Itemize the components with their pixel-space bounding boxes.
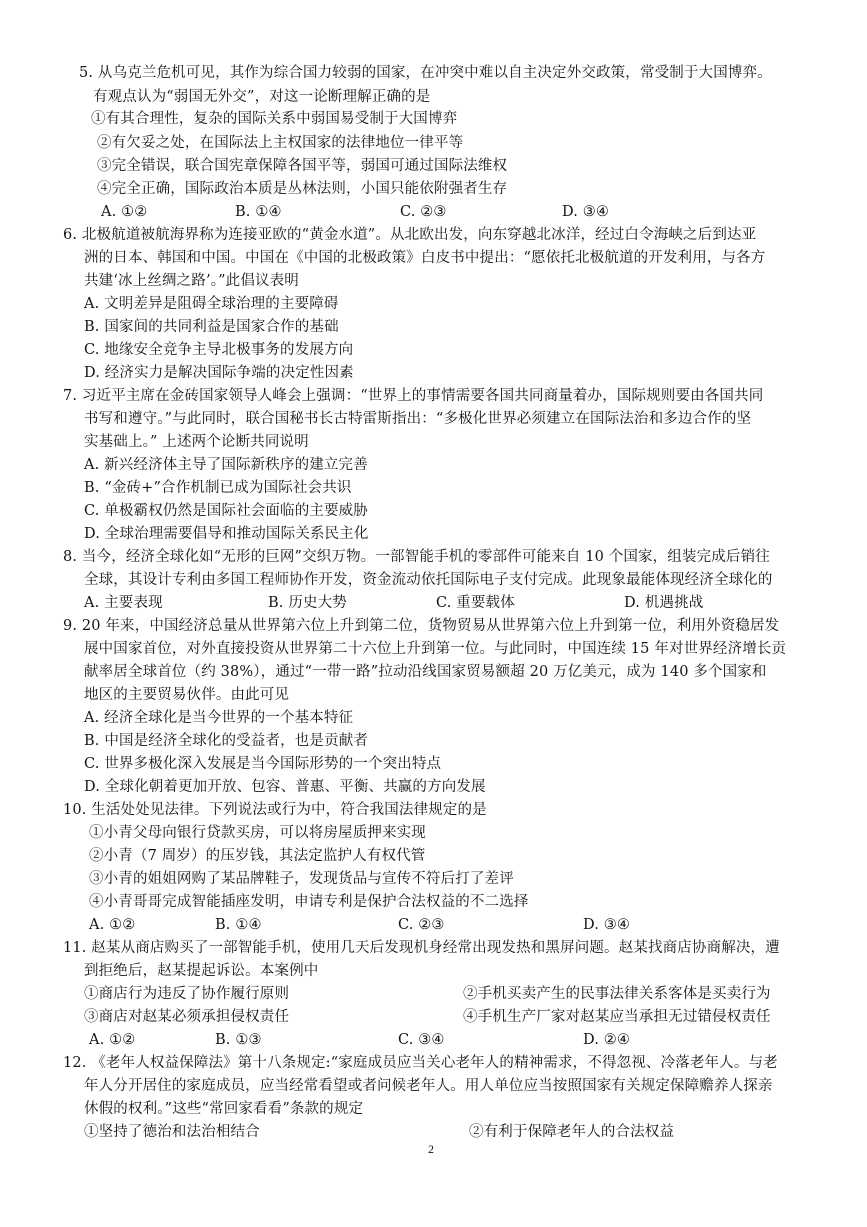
q9-option-a: A. 经济全球化是当今世界的一个基本特征 [84, 710, 354, 726]
q12-item-2: ②有利于保障老年人的合法权益 [469, 1124, 675, 1140]
q9-option-b: B. 中国是经济全球化的受益者，也是贡献者 [84, 733, 369, 749]
q6-stem-line-3: 共建‘冰上丝绸之路’。”此倡议表明 [84, 273, 299, 289]
q9-stem-line-4: 地区的主要贸易伙伴。由此可见 [84, 687, 290, 703]
q5-item-3: ③完全错误，联合国宪章保障各国平等，弱国可通过国际法维权 [97, 158, 508, 174]
q7-option-a: A. 新兴经济体主导了国际新秩序的建立完善 [84, 457, 368, 473]
q10-option-a: A. ①② [89, 917, 136, 933]
q12-stem-line-2: 年人分开居住的家庭成员，应当经常看望或者问候老年人。用人单位应当按照国家有关规定保障赡养人探亲 [84, 1078, 773, 1094]
q5-item-2: ②有欠妥之处，在国际法上主权国家的法律地位一律平等 [97, 135, 464, 151]
q6-option-c: C. 地缘安全竞争主导北极事务的发展方向 [84, 342, 354, 358]
q10-stem: 10. 生活处处见法律。下列说法或行为中，符合我国法律规定的是 [63, 802, 487, 818]
q10-item-3: ③小青的姐姐网购了某品牌鞋子，发现货品与宣传不符后打了差评 [89, 871, 514, 887]
q10-option-c: C. ②③ [398, 917, 445, 933]
q5-stem-line-2: 有观点认为“弱国无外交”，对这一论断理解正确的是 [93, 89, 431, 105]
q7-option-d: D. 全球治理需要倡导和推动国际关系民主化 [84, 526, 369, 542]
q11-item-1: ①商店行为违反了协作履行原则 [84, 986, 290, 1002]
q8-option-b: B. 历史大势 [268, 595, 347, 611]
q11-item-2: ②手机买卖产生的民事法律关系客体是买卖行为 [463, 986, 771, 1002]
q7-stem-line-1: 7. 习近平主席在金砖国家领导人峰会上强调：“世界上的事情需要各国共同商量着办，国际规则要由各国共同 [63, 388, 764, 404]
q5-stem-line-1: 5. 从乌克兰危机可见，其作为综合国力较弱的国家，在冲突中难以自主决定外交政策，常受制于大国博弈。 [79, 65, 772, 81]
q11-option-c: C. ③④ [398, 1032, 445, 1048]
q11-item-3: ③商店对赵某必须承担侵权责任 [84, 1009, 290, 1025]
q10-item-4: ④小青哥哥完成智能插座发明，申请专利是保护合法权益的不二选择 [89, 894, 529, 910]
q6-option-a: A. 文明差异是阻碍全球治理的主要障碍 [84, 296, 339, 312]
q7-option-c: C. 单极霸权仍然是国际社会面临的主要威胁 [84, 503, 368, 519]
q8-stem-line-1: 8. 当今，经济全球化如“无形的巨网”交织万物。一部智能手机的零部件可能来自 10 个国家，组装完成后销往 [63, 549, 770, 565]
q11-item-4: ④手机生产厂家对赵某应当承担无过错侵权责任 [463, 1009, 771, 1025]
q9-option-d: D. 全球化朝着更加开放、包容、普惠、平衡、共赢的方向发展 [84, 779, 486, 795]
q8-option-a: A. 主要表现 [84, 595, 163, 611]
q9-stem-line-3: 献率居全球首位（约 38%），通过“一带一路”拉动沿线国家贸易额超 20 万亿美元，成为 140 多个国家和 [84, 664, 767, 680]
q12-stem-line-3: 休假的权利。”这些“常回家看看”条款的规定 [84, 1101, 364, 1117]
q6-option-b: B. 国家间的共同利益是国家合作的基础 [84, 319, 339, 335]
q7-option-b: B. “金砖+”合作机制已成为国际社会共识 [84, 480, 352, 496]
q12-item-1: ①坚持了德治和法治相结合 [84, 1124, 260, 1140]
q8-option-d: D. 机遇挑战 [624, 595, 704, 611]
q11-option-d: D. ②④ [583, 1032, 631, 1048]
q5-option-a: A. ①② [101, 204, 148, 220]
q10-item-2: ②小青（7 周岁）的压岁钱，其法定监护人有权代管 [89, 848, 426, 864]
q11-stem-line-2: 到拒绝后，赵某提起诉讼。本案例中 [84, 963, 319, 979]
q11-option-a: A. ①② [89, 1032, 136, 1048]
q10-option-d: D. ③④ [583, 917, 631, 933]
q8-option-c: C. 重要载体 [436, 595, 515, 611]
q5-item-1: ①有其合理性，复杂的国际关系中弱国易受制于大国博弈 [91, 111, 458, 127]
q9-stem-line-2: 展中国家首位，对外直接投资从世界第二十六位上升到第一位。与此同时，中国连续 15 年对世界经济增长贡 [84, 641, 787, 657]
q10-item-1: ①小青父母向银行贷款买房，可以将房屋质押来实现 [89, 825, 426, 841]
q11-stem-line-1: 11. 赵某从商店购买了一部智能手机，使用几天后发现机身经常出现发热和黑屏问题。赵某找商店协商解决，遭 [63, 940, 780, 956]
q11-option-b: B. ①③ [215, 1032, 262, 1048]
q9-option-c: C. 世界多极化深入发展是当今国际形势的一个突出特点 [84, 756, 442, 772]
q8-stem-line-2: 全球，其设计专利由多国工程师协作开发，资金流动依托国际电子支付完成。此现象最能体现经济全球化的 [84, 572, 773, 588]
q7-stem-line-3: 实基础上。” 上述两个论断共同说明 [84, 434, 309, 450]
q9-stem-line-1: 9. 20 年来，中国经济总量从世界第六位上升到第二位，货物贸易从世界第六位上升到第一位，利用外资稳居发 [63, 618, 780, 634]
q5-option-d: D. ③④ [562, 204, 610, 220]
q7-stem-line-2: 书写和遵守。”与此同时，联合国秘书长古特雷斯指出：“多极化世界必须建立在国际法治和多边合作的坚 [84, 411, 752, 427]
page-number: 2 [428, 1142, 434, 1156]
q6-stem-line-2: 洲的日本、韩国和中国。中国在《中国的北极政策》白皮书中提出：“愿依托北极航道的开发利用，与各方 [84, 250, 766, 266]
q12-stem-line-1: 12. 《老年人权益保障法》第十八条规定:“家庭成员应当关心老年人的精神需求，不得忽视、冷落老年人。与老 [63, 1055, 778, 1071]
q10-option-b: B. ①④ [215, 917, 262, 933]
q5-item-4: ④完全正确，国际政治本质是丛林法则，小国只能依附强者生存 [97, 181, 508, 197]
q6-option-d: D. 经济实力是解决国际争端的决定性因素 [84, 365, 354, 381]
q6-stem-line-1: 6. 北极航道被航海界称为连接亚欧的“黄金水道”。从北欧出发，向东穿越北冰洋，经过白令海峡之后到达亚 [63, 227, 757, 243]
q5-option-b: B. ①④ [235, 204, 282, 220]
q5-option-c: C. ②③ [400, 204, 447, 220]
